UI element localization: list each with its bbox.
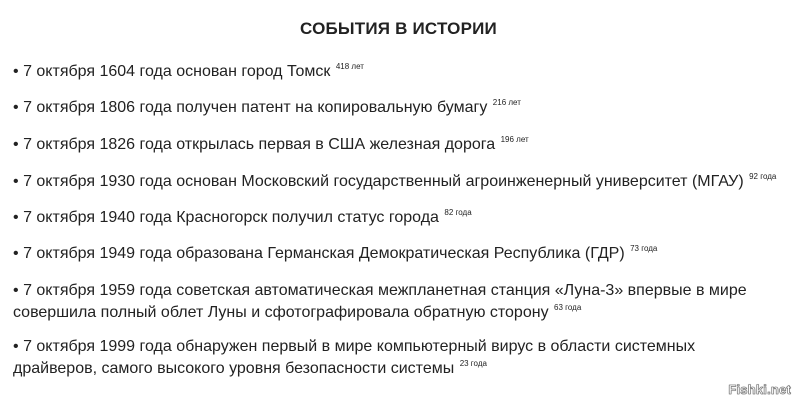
bullet: • bbox=[13, 136, 19, 153]
bullet: • bbox=[13, 173, 19, 190]
event-text: 7 октября 1959 года советская автоматическая межпланетная станция «Луна-3» впервые в мире совершила полный облет Луны и сфотографировала обратную сторону bbox=[13, 282, 747, 321]
event-text: 7 октября 1806 года получен патент на копировальную бумагу bbox=[23, 99, 488, 116]
event-item-1999 bbox=[13, 336, 783, 380]
event-item-1949 bbox=[13, 243, 783, 265]
event-item-1604 bbox=[13, 61, 783, 83]
bullet: • bbox=[13, 282, 19, 299]
event-text: 7 октября 1604 года основан город Томск bbox=[23, 63, 331, 80]
bullet: • bbox=[13, 245, 19, 262]
years-ago-label: 63 года bbox=[554, 303, 582, 312]
event-item-1940 bbox=[13, 207, 783, 229]
years-ago-label: 23 года bbox=[459, 359, 487, 368]
bullet: • bbox=[13, 63, 19, 80]
event-item-1806 bbox=[13, 97, 783, 119]
event-text: 7 октября 1949 года образована Германская Демократическая Республика (ГДР) bbox=[23, 245, 625, 262]
bullet: • bbox=[13, 338, 19, 355]
event-text: 7 октября 1940 года Красногорск получил статус города bbox=[23, 209, 439, 226]
event-text: 7 октября 1826 года открылась первая в США железная дорога bbox=[23, 136, 496, 153]
years-ago-label: 82 года bbox=[444, 208, 472, 217]
event-item-1930 bbox=[13, 171, 783, 193]
page-title: СОБЫТИЯ В ИСТОРИИ bbox=[300, 19, 497, 38]
event-text: 7 октября 1930 года основан Московский государственный агроинженерный университет (МГАУ) bbox=[23, 173, 744, 190]
years-ago-label: 92 года bbox=[749, 172, 777, 181]
event-item-1826 bbox=[13, 134, 783, 156]
years-ago-label: 196 лет bbox=[500, 135, 529, 144]
site-watermark: Fishki.net bbox=[728, 382, 791, 397]
years-ago-label: 73 года bbox=[630, 244, 658, 253]
years-ago-label: 418 лет bbox=[335, 62, 364, 71]
bullet: • bbox=[13, 99, 19, 116]
event-item-1959 bbox=[13, 280, 783, 324]
event-text: 7 октября 1999 года обнаружен первый в мире компьютерный вирус в области системных драйверов, самого высокого уровня безопасности системы bbox=[13, 338, 696, 377]
years-ago-label: 216 лет bbox=[492, 98, 521, 107]
bullet: • bbox=[13, 209, 19, 226]
